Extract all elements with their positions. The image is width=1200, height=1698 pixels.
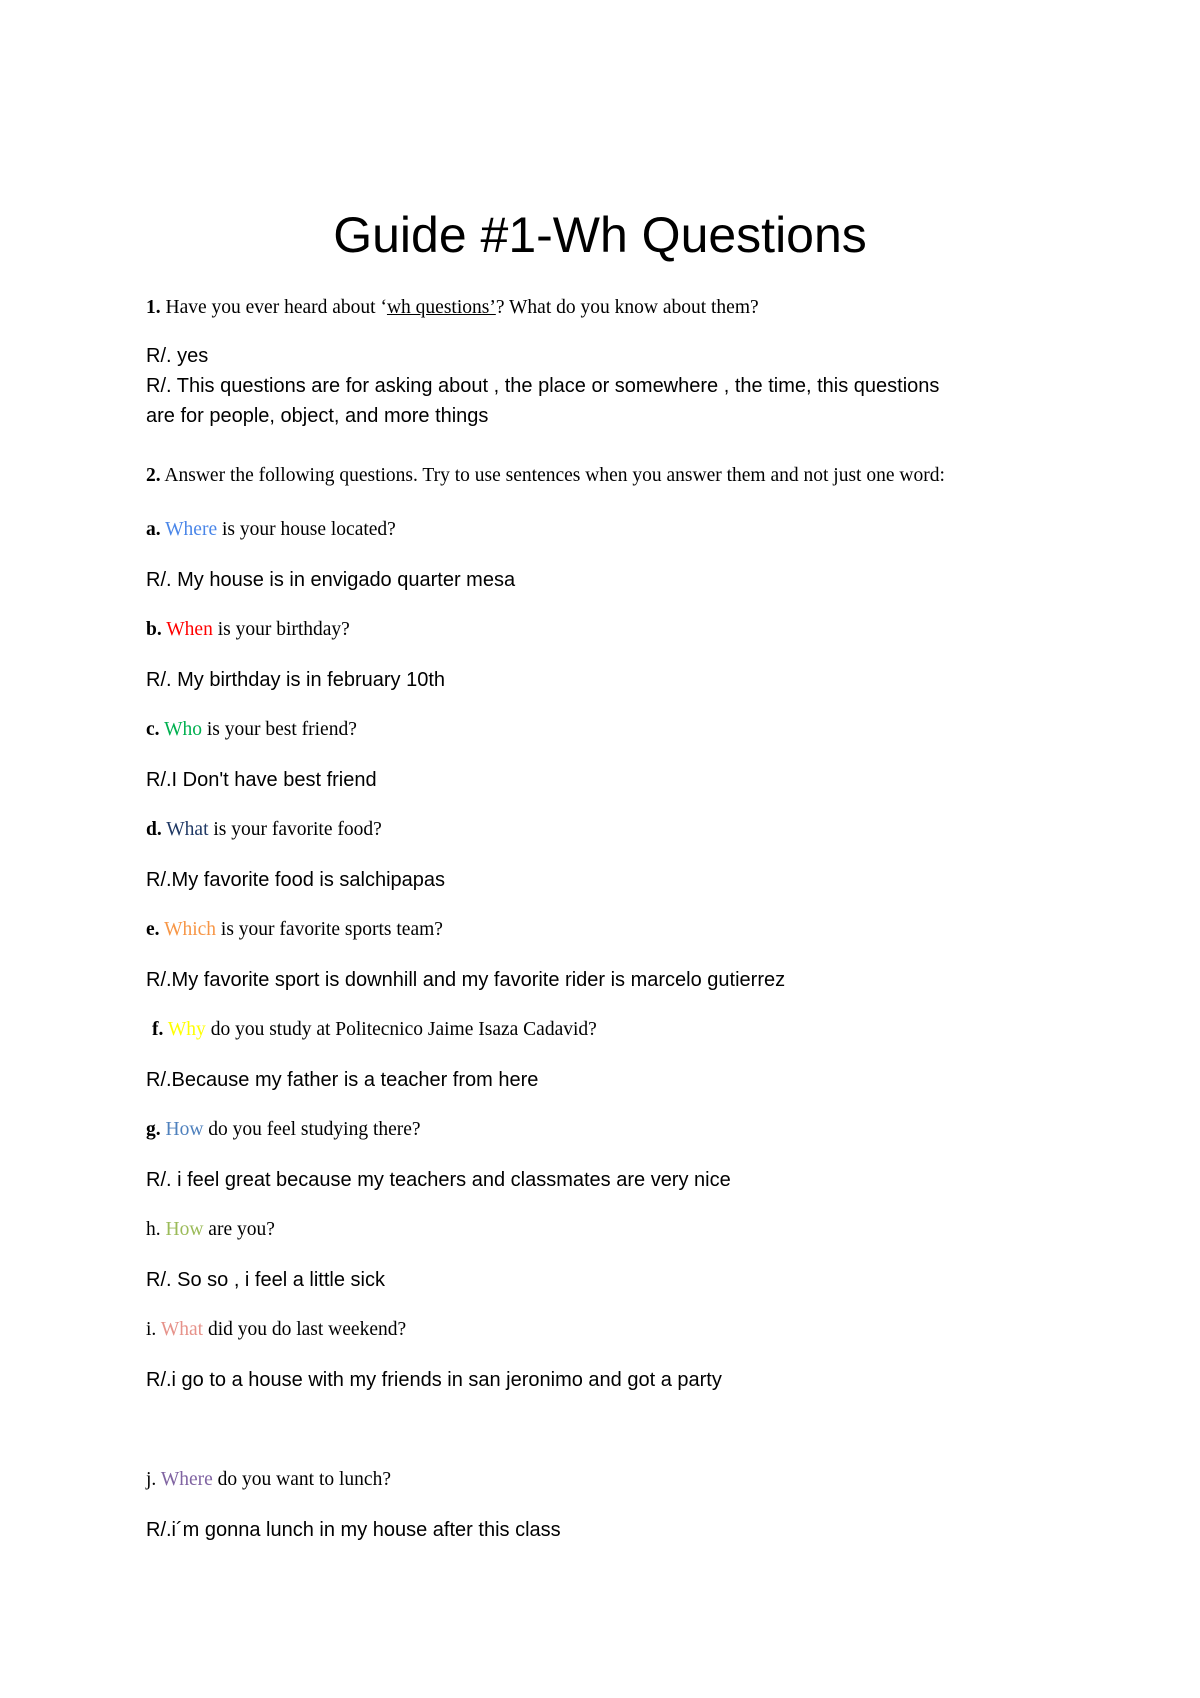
answer-line: are for people, object, and more things bbox=[146, 405, 489, 427]
question-number: 2. bbox=[146, 465, 161, 486]
question-item bbox=[146, 1468, 391, 1491]
question-text: did you do last weekend? bbox=[203, 1319, 407, 1340]
question-text: is your favorite sports team? bbox=[216, 919, 443, 940]
question-item bbox=[146, 1118, 421, 1141]
answer-line: R/.Because my father is a teacher from here bbox=[146, 1069, 539, 1091]
question-number: 1. bbox=[146, 297, 161, 318]
answer-line: R/. yes bbox=[146, 345, 209, 367]
answer-line: R/.i´m gonna lunch in my house after this class bbox=[146, 1519, 561, 1541]
question-item bbox=[146, 718, 357, 741]
answer-line: R/. i feel great because my teachers and classmates are very nice bbox=[146, 1169, 731, 1191]
answer-line: R/. This questions are for asking about , the place or somewhere , the time, this questions bbox=[146, 375, 940, 397]
question-item bbox=[146, 1218, 275, 1241]
wh-word: What bbox=[160, 1319, 204, 1340]
answer-line: R/. So so , i feel a little sick bbox=[146, 1269, 385, 1291]
item-letter: b. bbox=[146, 619, 162, 640]
wh-word: When bbox=[166, 619, 213, 640]
question-item bbox=[146, 618, 350, 641]
question-item bbox=[146, 518, 396, 541]
question-text: do you study at Politecnico Jaime Isaza Cadavid? bbox=[205, 1019, 597, 1040]
question-1: 1. Have you ever heard about ‘wh questions’? What do you know about them? bbox=[146, 297, 759, 318]
wh-word: Who bbox=[164, 719, 202, 740]
item-letter: e. bbox=[146, 919, 160, 940]
answer-line: R/. My house is in envigado quarter mesa bbox=[146, 569, 516, 591]
question-text: is your favorite food? bbox=[208, 819, 382, 840]
question-item bbox=[146, 818, 382, 841]
answer-line: R/. My birthday is in february 10th bbox=[146, 669, 446, 691]
wh-word: Where bbox=[165, 519, 218, 540]
wh-word: How bbox=[165, 1119, 204, 1140]
question-item bbox=[146, 1318, 406, 1341]
wh-word: How bbox=[165, 1219, 204, 1240]
question-item bbox=[146, 918, 443, 941]
item-letter: j. bbox=[146, 1469, 157, 1490]
question-text: do you feel studying there? bbox=[203, 1119, 421, 1140]
wh-word: Why bbox=[167, 1019, 206, 1040]
wh-word: What bbox=[166, 819, 209, 840]
question-text: is your best friend? bbox=[201, 719, 357, 740]
answer-line: R/.My favorite sport is downhill and my favorite rider is marcelo gutierrez bbox=[146, 969, 786, 991]
item-letter: f. bbox=[152, 1019, 164, 1040]
answer-line: R/.i go to a house with my friends in san jeronimo and got a party bbox=[146, 1369, 722, 1391]
question-text: do you want to lunch? bbox=[212, 1469, 391, 1490]
question-text: are you? bbox=[203, 1219, 275, 1240]
item-letter: d. bbox=[146, 819, 162, 840]
question-item bbox=[152, 1018, 597, 1041]
wh-word: Which bbox=[164, 919, 217, 940]
question-text: is your birthday? bbox=[212, 619, 350, 640]
question-2: 2. Answer the following questions. Try to use sentences when you answer them and not just one word: bbox=[146, 465, 945, 486]
underlined-term: wh questions’ bbox=[386, 297, 496, 318]
question-text: is your house located? bbox=[217, 519, 396, 540]
answer-line: R/.I Don't have best friend bbox=[146, 769, 377, 791]
item-letter: g. bbox=[146, 1119, 161, 1140]
item-letter: h. bbox=[146, 1219, 161, 1240]
item-letter: a. bbox=[146, 519, 161, 540]
page-title: Guide #1-Wh Questions bbox=[333, 207, 867, 263]
item-letter: c. bbox=[146, 719, 160, 740]
wh-word: Where bbox=[160, 1469, 213, 1490]
answer-line: R/.My favorite food is salchipapas bbox=[146, 869, 446, 891]
item-letter: i. bbox=[146, 1319, 157, 1340]
